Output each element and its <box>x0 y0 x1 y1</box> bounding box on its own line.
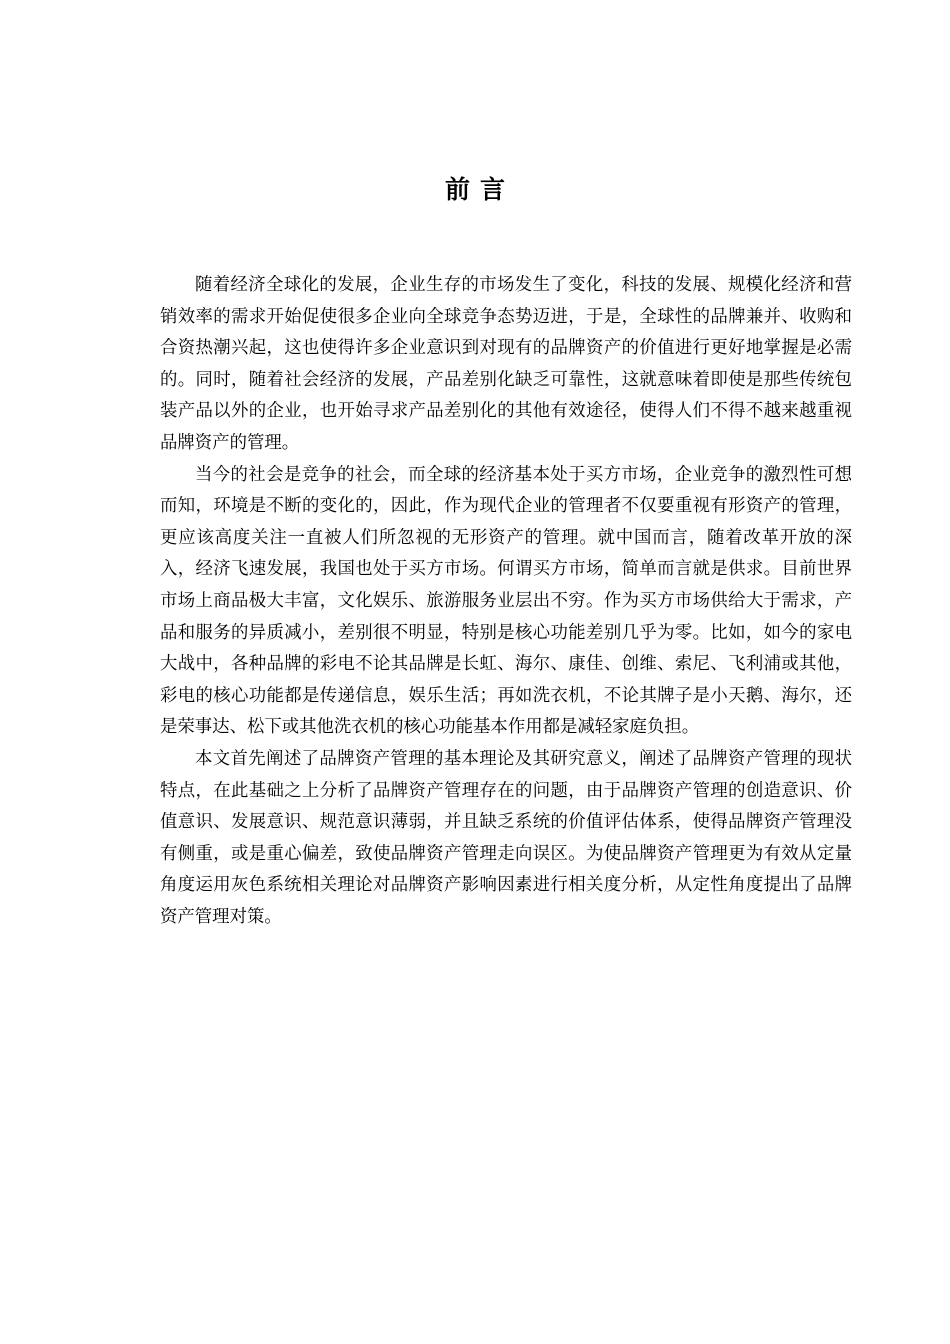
paragraph-3: 本文首先阐述了品牌资产管理的基本理论及其研究意义，阐述了品牌资产管理的现状特点，在此基础之上分析了品牌资产管理存在的问题，由于品牌资产管理的创造意识、价值意识、发展意识、规范意识薄弱，并且缺乏系统的价值评估体系，使得品牌资产管理没有侧重，或是重心偏差，致使品牌资产管理走向误区。为使品牌资产管理更为有效从定量角度运用灰色系统相关理论对品牌资产影响因素进行相关度分析，从定性角度提出了品牌资产管理对策。 <box>160 748 852 927</box>
page-title: 前言 <box>444 175 515 204</box>
paragraph-2: 当今的社会是竞争的社会，而全球的经济基本处于买方市场，企业竞争的激烈性可想而知，环境是不断的变化的，因此，作为现代企业的管理者不仅要重视有形资产的管理，更应该高度关注一直被人们所忽视的无形资产的管理。就中国而言，随着改革开放的深入，经济飞速发展，我国也处于买方市场。何谓买方市场，简单而言就是供求。目前世界市场上商品极大丰富，文化娱乐、旅游服务业层出不穷。作为买方市场供给大于需求，产品和服务的异质减小，差别很不明显，特别是核心功能差别几乎为零。比如，如今的家电大战中，各种品牌的彩电不论其品牌是长虹、海尔、康佳、创维、索尼、飞利浦或其他，彩电的核心功能都是传递信息，娱乐生活；再如洗衣机，不论其牌子是小天鹅、海尔，还是荣事达、松下或其他洗衣机的核心功能基本作用都是减轻家庭负担。 <box>160 464 852 738</box>
body-text <box>160 270 852 933</box>
paragraph-1: 随着经济全球化的发展，企业生存的市场发生了变化，科技的发展、规模化经济和营销效率的需求开始促使很多企业向全球竞争态势迈进，于是，全球性的品牌兼并、收购和合资热潮兴起，这也使得许多企业意识到对现有的品牌资产的价值进行更好地掌握是必需的。同时，随着社会经济的发展，产品差别化缺乏可靠性，这就意味着即使是那些传统包装产品以外的企业，也开始寻求产品差别化的其他有效途径，使得人们不得不越来越重视品牌资产的管理。 <box>160 275 852 453</box>
